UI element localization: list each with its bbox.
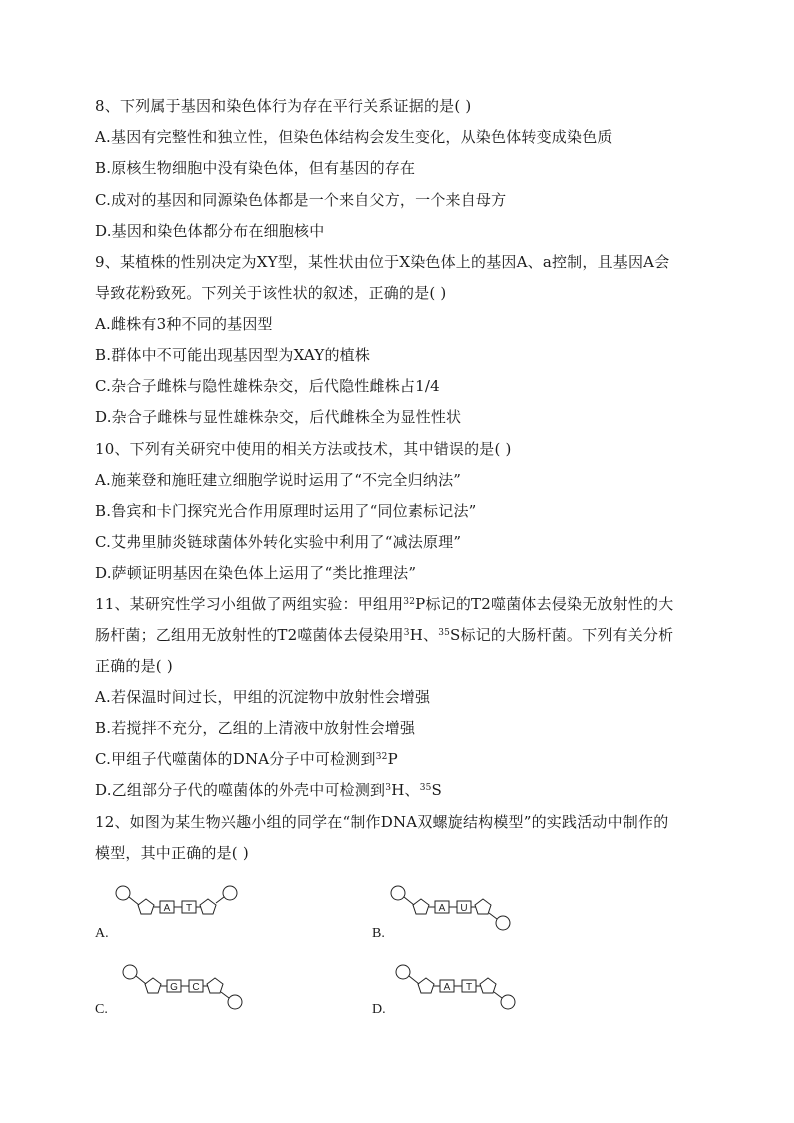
dna-model-d: [390, 962, 525, 1014]
question-12-stem-line-1: 12、如图为某生物兴趣小组的同学在“制作DNA双螺旋结构模型”的实践活动中制作的: [95, 813, 669, 831]
phosphate-left-icon: [123, 965, 137, 979]
deoxyribose-left-icon: [413, 899, 429, 914]
question-11-option-d: [95, 780, 442, 800]
q11-option-d-superscript-1: 3: [385, 783, 392, 793]
base-right-text: T: [185, 903, 193, 914]
q11-option-c-text-b: P: [387, 750, 398, 768]
question-11-option-a: A.若保温时间过长，甲组的沉淀物中放射性会增强: [95, 688, 431, 706]
deoxyribose-left-icon: [418, 978, 434, 993]
deoxyribose-left-icon: [138, 899, 154, 914]
q11-option-d-text-a: D.乙组部分子代的噬菌体的外壳中可检测到: [95, 781, 386, 799]
question-11-option-c: [95, 749, 398, 769]
question-12-option-a-label: A.: [95, 926, 109, 941]
question-11-stem-line-1: [95, 594, 673, 614]
deoxyribose-left-icon: [145, 978, 161, 993]
question-10-option-d: D.萨顿证明基因在染色体上运用了“类比推理法”: [95, 564, 417, 582]
q11-line2-text-b: H、: [409, 626, 439, 644]
question-10-option-c: C.艾弗里肺炎链球菌体外转化实验中利用了“减法原理”: [95, 533, 462, 551]
question-9-option-a: A.雌株有3种不同的基因型: [95, 315, 273, 333]
phosphate-right-icon: [228, 995, 242, 1009]
q11-option-d-superscript-2: 35: [419, 783, 432, 793]
phosphate-right-icon: [496, 916, 510, 930]
base-right-text: C: [192, 982, 200, 993]
q11-line1-text-b: P标记的T2噬菌体去侵染无放射性的大: [415, 595, 674, 613]
question-12-option-d-label: D.: [372, 1002, 386, 1017]
q11-line1-text-a: 11、某研究性学习小组做了两组实验：甲组用: [95, 595, 404, 613]
q11-line2-superscript-2: 35: [438, 628, 451, 638]
question-11-stem-line-3: 正确的是( ): [95, 657, 173, 675]
base-left-text: A: [163, 903, 171, 914]
phosphate-left-icon: [391, 886, 405, 900]
q11-line1-superscript: 32: [403, 597, 416, 607]
question-9-stem-line-1: 9、某植株的性别决定为XY型，某性状由位于X染色体上的基因A、a控制，且基因A会: [95, 253, 670, 271]
dna-model-b: [385, 883, 520, 935]
q11-line2-superscript-1: 3: [403, 628, 410, 638]
question-8-option-b: B.原核生物细胞中没有染色体，但有基因的存在: [95, 159, 416, 177]
question-8-option-c: C.成对的基因和同源染色体都是一个来自父方，一个来自母方: [95, 191, 507, 209]
question-8-option-d: D.基因和染色体都分布在细胞核中: [95, 222, 325, 240]
question-10-option-b: B.鲁宾和卡门探究光合作用原理时运用了“同位素标记法”: [95, 502, 477, 520]
phosphate-right-icon: [223, 886, 237, 900]
question-10-option-a: A.施莱登和施旺建立细胞学说时运用了“不完全归纳法”: [95, 471, 462, 489]
question-10-stem: 10、下列有关研究中使用的相关方法或技术，其中错误的是( ): [95, 440, 512, 458]
question-11-option-b: B.若搅拌不充分，乙组的上清液中放射性会增强: [95, 719, 416, 737]
dna-model-c: [117, 962, 252, 1014]
question-9-option-d: D.杂合子雌株与显性雄株杂交，后代雌株全为显性性状: [95, 408, 462, 426]
q11-line2-text-a: 肠杆菌；乙组用无放射性的T2噬菌体去侵染用: [95, 626, 404, 644]
base-left-text: A: [438, 903, 446, 914]
phosphate-right-icon: [501, 995, 515, 1009]
deoxyribose-right-icon: [480, 978, 496, 993]
question-8-stem: 8、下列属于基因和染色体行为存在平行关系证据的是( ): [95, 97, 472, 115]
deoxyribose-right-icon: [207, 978, 223, 993]
base-right-text: U: [460, 903, 468, 914]
question-12-stem-line-2: 模型，其中正确的是( ): [95, 844, 249, 862]
deoxyribose-right-icon: [200, 899, 216, 914]
q11-option-d-text-b: H、: [391, 781, 420, 799]
question-9-stem-line-2: 导致花粉致死。下列关于该性状的叙述，正确的是( ): [95, 284, 447, 302]
phosphate-left-icon: [116, 886, 130, 900]
base-left-text: G: [170, 982, 178, 993]
question-12-option-b-label: B.: [372, 926, 385, 941]
question-8-option-a: A.基因有完整性和独立性，但染色体结构会发生变化，从染色体转变成染色质: [95, 128, 613, 146]
base-right-text: T: [465, 982, 473, 993]
question-12-option-c-label: C.: [95, 1002, 108, 1017]
q11-option-c-text-a: C.甲组子代噬菌体的DNA分子中可检测到: [95, 750, 376, 768]
question-9-option-c: C.杂合子雌株与隐性雄株杂交，后代隐性雌株占1/4: [95, 377, 440, 395]
q11-line2-text-c: S标记的大肠杆菌。下列有关分析: [450, 626, 674, 644]
phosphate-left-icon: [396, 965, 410, 979]
base-left-text: A: [443, 982, 451, 993]
dna-model-a: [110, 883, 245, 928]
q11-option-d-text-c: S: [431, 781, 443, 799]
question-11-stem-line-2: [95, 625, 673, 645]
question-9-option-b: B.群体中不可能出现基因型为XAY的植株: [95, 346, 371, 364]
q11-option-c-superscript: 32: [375, 752, 388, 762]
deoxyribose-right-icon: [475, 899, 491, 914]
